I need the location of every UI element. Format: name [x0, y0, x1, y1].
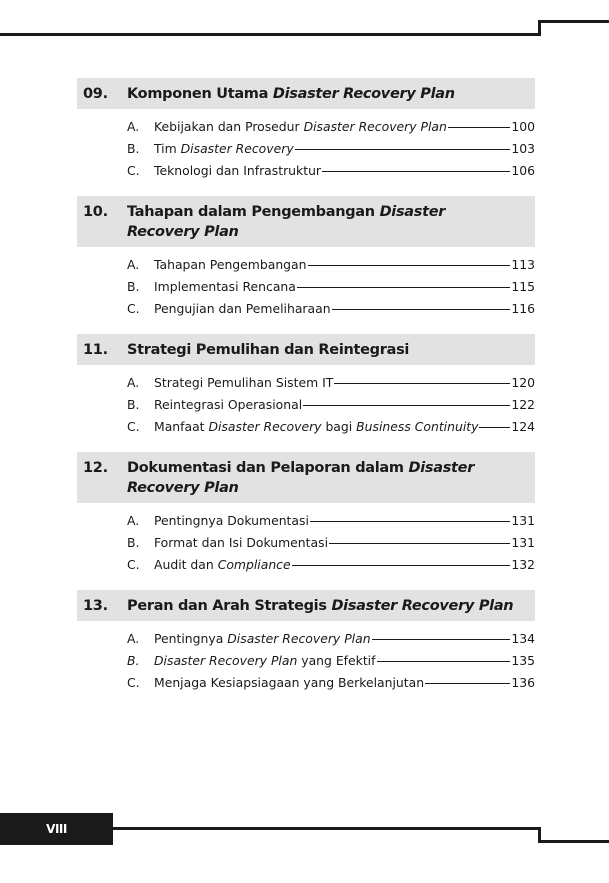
chapter-header — [77, 196, 535, 247]
entry-letter: A. — [127, 257, 140, 272]
toc-entry[interactable] — [127, 298, 535, 320]
entry-letter: B. — [127, 653, 140, 668]
chapter-entries — [77, 621, 535, 694]
chapter-number: 10. — [83, 204, 108, 220]
entry-text: Kebijakan dan Prosedur Disaster Recovery Plan — [154, 119, 447, 134]
chapter-11 — [77, 334, 535, 438]
entry-letter: C. — [127, 301, 140, 316]
chapter-title-italic: Disaster — [408, 460, 475, 476]
entry-letter: A. — [127, 375, 140, 390]
entry-page: 115 — [511, 279, 535, 294]
toc-entry[interactable] — [127, 116, 535, 138]
chapter-header — [77, 590, 535, 621]
chapter-title-line2: Recovery Plan — [127, 224, 239, 240]
entry-text: Reintegrasi Operasional — [154, 397, 303, 412]
chapter-header — [77, 452, 535, 503]
entry-page: 103 — [511, 141, 535, 156]
dot-leader — [297, 287, 510, 288]
entry-text: Implementasi Rencana — [154, 279, 296, 294]
dot-leader — [295, 149, 510, 150]
toc-entry[interactable] — [127, 416, 535, 438]
entry-page: 124 — [511, 419, 535, 434]
chapter-title-italic: Disaster — [379, 204, 446, 220]
entry-letter: B. — [127, 141, 140, 156]
entry-text: Menjaga Kesiapsiagaan yang Berkelanjutan — [154, 675, 425, 690]
entry-text: Manfaat Disaster Recovery bagi Business Continuity — [154, 419, 479, 434]
chapter-title-line2: Recovery Plan — [127, 480, 239, 496]
chapter-09 — [77, 78, 535, 182]
page-number: VIII — [0, 813, 113, 845]
dot-leader — [479, 427, 510, 428]
entry-text: Pengujian dan Pemeliharaan — [154, 301, 331, 316]
entry-page: 132 — [511, 557, 535, 572]
top-border-line — [0, 33, 541, 36]
chapter-13 — [77, 590, 535, 694]
dot-leader — [425, 683, 510, 684]
entry-text: Pentingnya Disaster Recovery Plan — [154, 631, 371, 646]
entry-page: 113 — [511, 257, 535, 272]
dot-leader — [448, 127, 510, 128]
entry-letter: B. — [127, 279, 140, 294]
chapter-entries — [77, 365, 535, 438]
bottom-border-line — [113, 827, 541, 830]
toc-entry[interactable] — [127, 650, 535, 672]
chapter-number: 12. — [83, 460, 108, 476]
entry-text: Audit dan Compliance — [154, 557, 291, 572]
top-border-cap — [538, 20, 609, 23]
toc-entry[interactable] — [127, 672, 535, 694]
chapter-header — [77, 334, 535, 365]
entry-text: Tahapan Pengembangan — [154, 257, 307, 272]
chapter-12 — [77, 452, 535, 576]
table-of-contents — [77, 78, 535, 708]
chapter-entries — [77, 109, 535, 182]
entry-letter: B. — [127, 397, 140, 412]
chapter-title — [127, 458, 527, 498]
dot-leader — [292, 565, 510, 566]
entry-text: Disaster Recovery Plan yang Efektif — [154, 653, 376, 668]
chapter-title — [127, 202, 527, 242]
entry-page: 135 — [511, 653, 535, 668]
entry-page: 116 — [511, 301, 535, 316]
chapter-number: 13. — [83, 598, 108, 614]
entry-page: 131 — [511, 535, 535, 550]
chapter-title-italic: Disaster Recovery Plan — [272, 86, 455, 102]
chapter-entries — [77, 247, 535, 320]
chapter-title-plain: Tahapan dalam Pengembangan — [127, 204, 380, 220]
entry-page: 106 — [511, 163, 535, 178]
chapter-entries — [77, 503, 535, 576]
dot-leader — [377, 661, 511, 662]
entry-letter: C. — [127, 163, 140, 178]
dot-leader — [322, 171, 510, 172]
chapter-title-plain: Dokumentasi dan Pelaporan dalam — [127, 460, 409, 476]
entry-page: 122 — [511, 397, 535, 412]
chapter-number: 11. — [83, 342, 108, 358]
toc-entry[interactable] — [127, 372, 535, 394]
chapter-title — [127, 84, 527, 104]
entry-letter: A. — [127, 631, 140, 646]
entry-letter: C. — [127, 675, 140, 690]
entry-text: Pentingnya Dokumentasi — [154, 513, 309, 528]
dot-leader — [334, 383, 510, 384]
toc-entry[interactable] — [127, 160, 535, 182]
toc-entry[interactable] — [127, 276, 535, 298]
toc-entry[interactable] — [127, 554, 535, 576]
entry-page: 136 — [511, 675, 535, 690]
toc-entry[interactable] — [127, 532, 535, 554]
chapter-number: 09. — [83, 86, 108, 102]
entry-letter: C. — [127, 557, 140, 572]
toc-entry[interactable] — [127, 254, 535, 276]
dot-leader — [372, 639, 510, 640]
entry-letter: B. — [127, 535, 140, 550]
bottom-border-cap — [538, 840, 609, 843]
chapter-title-italic: Disaster Recovery Plan — [331, 598, 514, 614]
chapter-10 — [77, 196, 535, 320]
entry-text: Teknologi dan Infrastruktur — [154, 163, 322, 178]
entry-text: Format dan Isi Dokumentasi — [154, 535, 329, 550]
toc-entry[interactable] — [127, 394, 535, 416]
entry-page: 100 — [511, 119, 535, 134]
dot-leader — [332, 309, 510, 310]
dot-leader — [329, 543, 510, 544]
toc-entry[interactable] — [127, 628, 535, 650]
dot-leader — [303, 405, 510, 406]
dot-leader — [308, 265, 511, 266]
entry-page: 134 — [511, 631, 535, 646]
entry-page: 131 — [511, 513, 535, 528]
chapter-title — [127, 596, 527, 616]
chapter-title: Strategi Pemulihan dan Reintegrasi — [127, 342, 410, 358]
entry-letter: A. — [127, 513, 140, 528]
entry-letter: C. — [127, 419, 140, 434]
dot-leader — [310, 521, 510, 522]
entry-text: Strategi Pemulihan Sistem IT — [154, 375, 334, 390]
toc-entry[interactable] — [127, 510, 535, 532]
toc-entry[interactable] — [127, 138, 535, 160]
entry-text: Tim Disaster Recovery — [154, 141, 294, 156]
chapter-header — [77, 78, 535, 109]
entry-letter: A. — [127, 119, 140, 134]
entry-page: 120 — [511, 375, 535, 390]
chapter-title-plain: Peran dan Arah Strategis — [127, 598, 332, 614]
chapter-title-plain: Komponen Utama — [127, 86, 273, 102]
